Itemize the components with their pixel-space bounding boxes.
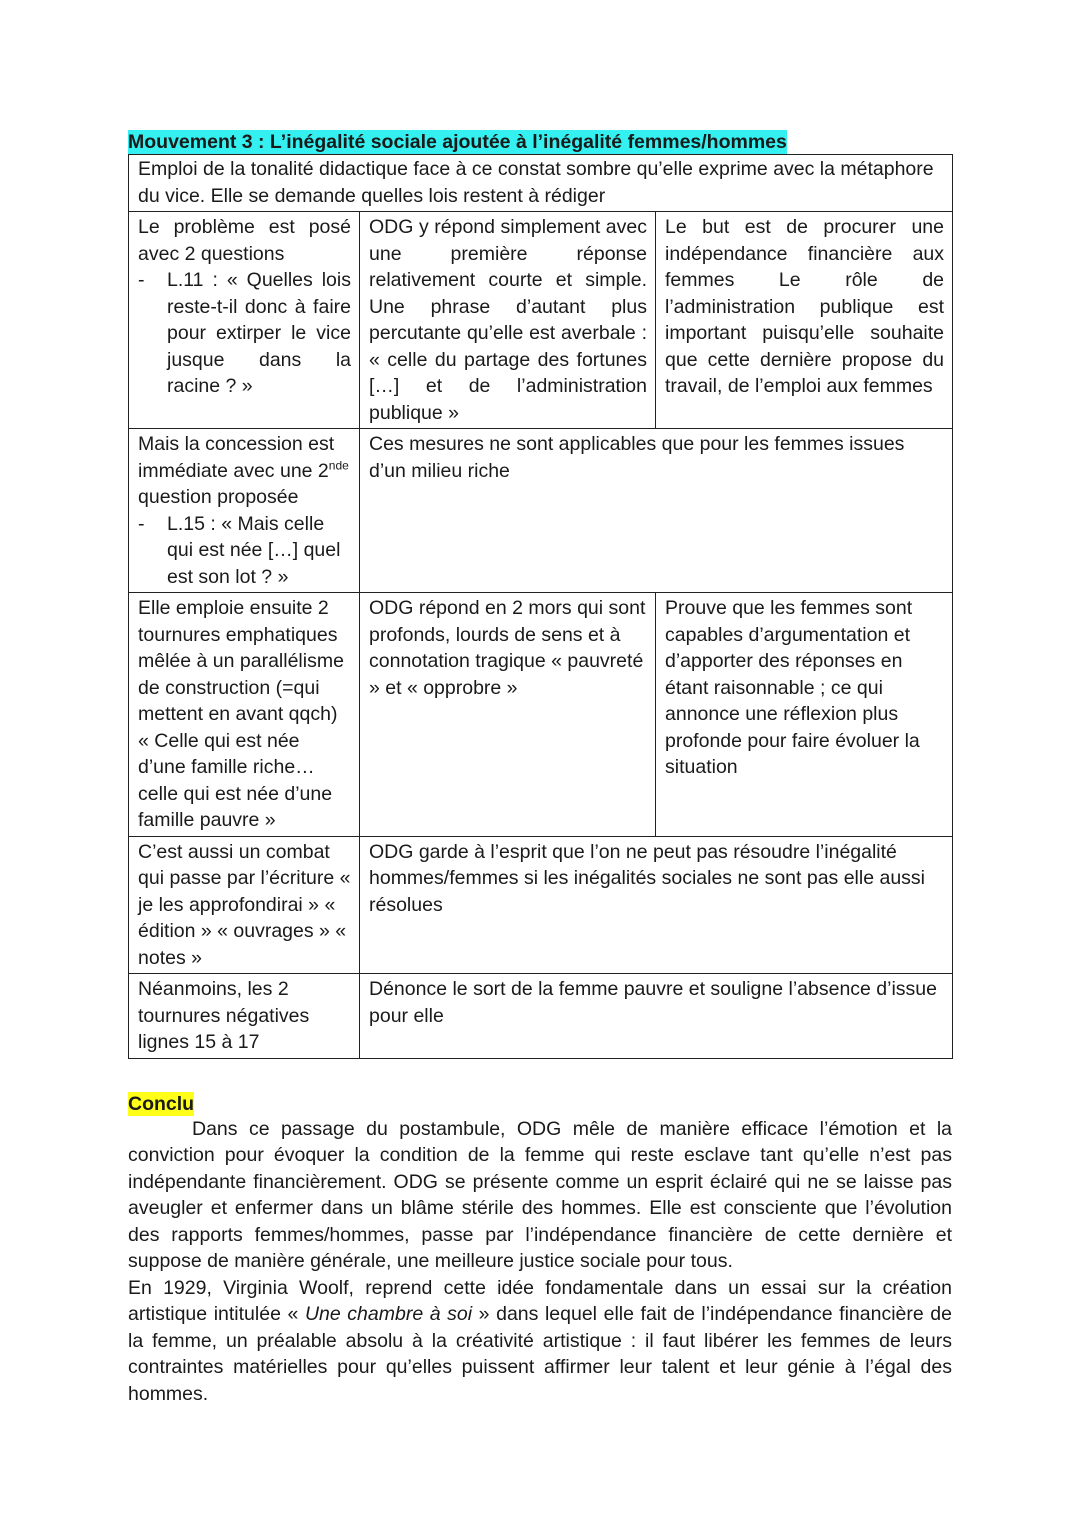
table-cell — [129, 429, 360, 593]
table-cell: Elle emploie ensuite 2 tournures emphatiques mêlée à un parallélisme de construction (=qui mettent en avant qqch) « Celle qui est née d’une famille riche…celle qui est née d’une famille pauvre » — [129, 593, 360, 837]
document-page — [128, 130, 952, 1407]
table-row — [129, 212, 953, 429]
table-cell: ODG y répond simplement avec une première réponse relativement courte et simple. Une phrase d’autant plus percutante qu’elle est averbale : « celle du partage des fortunes […] et de l’administration publique » — [360, 212, 656, 429]
table-cell: Prouve que les femmes sont capables d’argumentation et d’apporter des réponses en étant raisonnable ; ce qui annonce une réflexion plus profonde pour faire évoluer la situation — [656, 593, 953, 837]
table-row — [129, 593, 953, 837]
bullet-list — [138, 511, 351, 591]
list-item: - L.11 : « Quelles lois reste-t-il donc à faire pour extirper le vice jusque dans la racine ? » — [167, 267, 351, 400]
list-item: - L.15 : « Mais celle qui est née […] quel est son lot ? » — [167, 511, 351, 591]
table-cell: ODG répond en 2 mors qui sont profonds, lourds de sens et à connotation tragique « pauvreté » et « opprobre » — [360, 593, 656, 837]
conclusion-paragraph: Dans ce passage du postambule, ODG mêle de manière efficace l’émotion et la conviction pour évoquer la condition de la femme qui reste esclave tant qu’elle n’est pas indépendante financièrement. ODG se présente comme un esprit éclairé qui ne se laisse pas aveugler et enfermer dans un blâme stérile des hommes. Elle est consciente que l’évolution des rapports femmes/hommes, passe par l’indépendance financière de cette dernière et suppose de manière générale, une meilleure justice sociale pour tous. — [128, 1117, 952, 1272]
book-title: Une chambre à soi — [304, 1303, 473, 1325]
intro-cell: Emploi de la tonalité didactique face à ce constat sombre qu’elle exprime avec la métaphore du vice. Elle se demande quelles lois restent à rédiger — [129, 155, 953, 212]
conclusion-title: Conclu — [128, 1092, 195, 1115]
table-cell: Néanmoins, les 2 tournures négatives lignes 15 à 17 — [129, 974, 360, 1059]
cell-text: Mais la concession est immédiate avec une 2 — [138, 433, 335, 482]
cell-text: question proposée — [138, 486, 299, 508]
table-cell: Le but est de procurer une indépendance financière aux femmes Le rôle de l’administration publique est important puisqu’elle souhaite que cette dernière propose du travail, de l’emploi aux femmes — [656, 212, 953, 429]
bullet-list — [138, 267, 351, 400]
conclusion-paragraph — [128, 1275, 952, 1408]
paragraph-text: » dans lequel elle fait de l’indépendance financière de la femme, un préalable absolu à la créativité artistique : il faut libérer les femmes de leurs contraintes matérielles pour qu’elles puissent affirmer leur talent et leur génie à l’égal des hommes. — [128, 1303, 952, 1405]
table-row — [129, 974, 953, 1059]
section-heading: Mouvement 3 : L’inégalité sociale ajoutée à l’inégalité femmes/hommes — [128, 131, 787, 153]
superscript: nde — [328, 458, 349, 472]
cell-text: Le problème est posé avec 2 questions — [138, 216, 351, 265]
table-cell — [129, 212, 360, 429]
table-cell: C’est aussi un combat qui passe par l’écriture « je les approfondirai » « édition » « ouvrages » « notes » — [129, 836, 360, 974]
table-row — [129, 836, 953, 974]
paragraph-text: En 1929, Virginia Woolf, reprend cette idée fondamentale dans un essai sur la création artistique intitulée « — [128, 1276, 952, 1325]
conclusion-section — [128, 1092, 952, 1408]
table-row — [129, 429, 953, 593]
analysis-table — [128, 154, 953, 1059]
table-cell: ODG garde à l’esprit que l’on ne peut pas résoudre l’inégalité hommes/femmes si les inégalités sociales ne sont pas elle aussi résolues — [360, 836, 953, 974]
table-cell: Dénonce le sort de la femme pauvre et souligne l’absence d’issue pour elle — [360, 974, 953, 1059]
table-row — [129, 155, 953, 212]
table-cell: Ces mesures ne sont applicables que pour les femmes issues d’un milieu riche — [360, 429, 953, 593]
